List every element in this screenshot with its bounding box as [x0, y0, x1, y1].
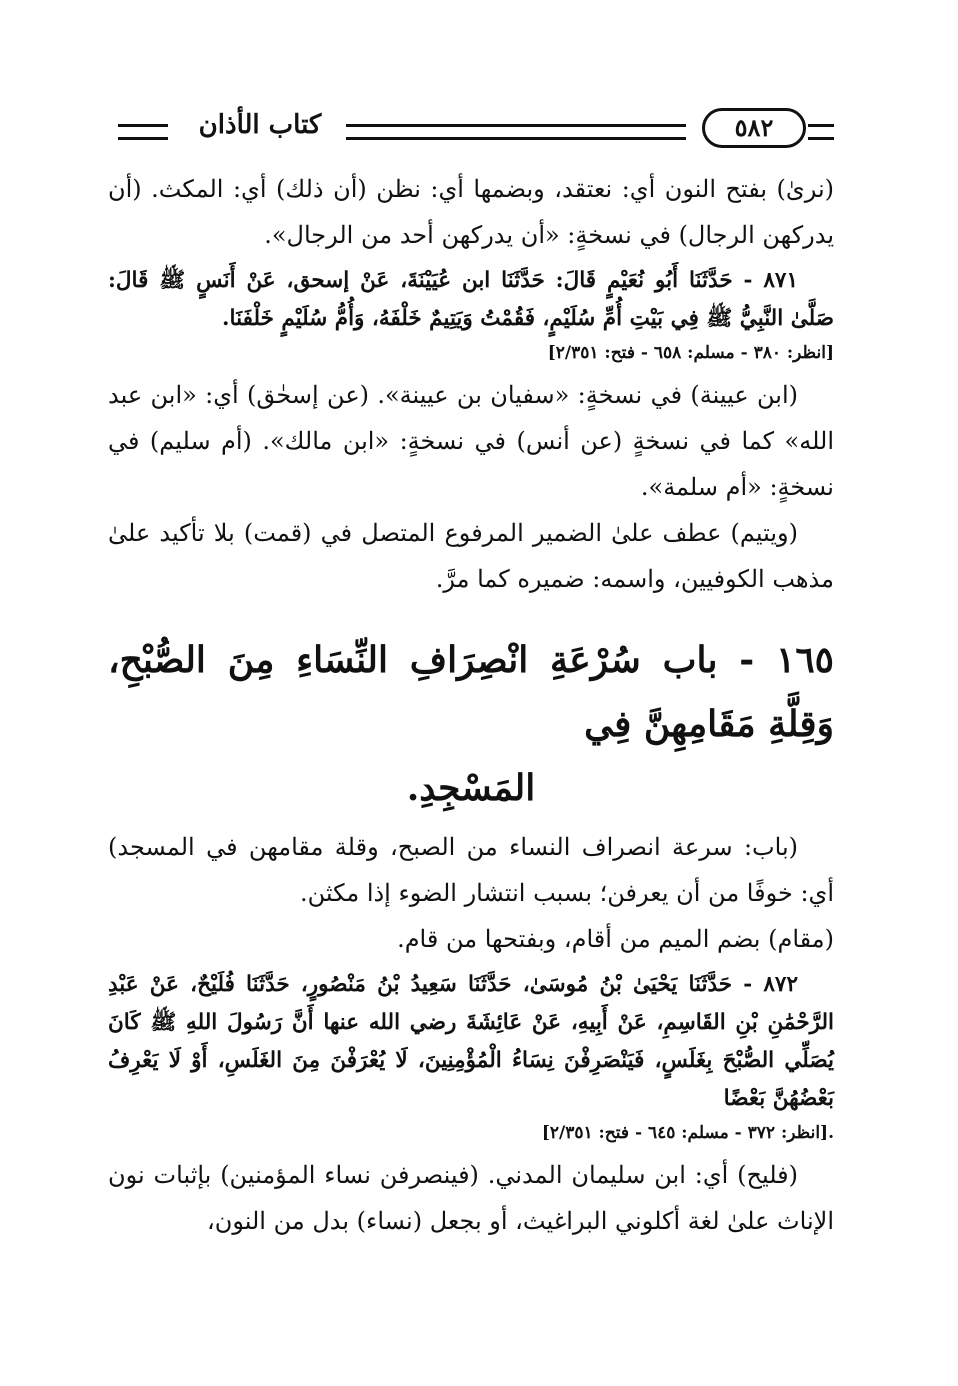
commentary-paragraph: (مقام) بضم الميم من أقام، وبفتحها من قام. [397, 925, 834, 953]
page-header [108, 104, 834, 160]
header-rule [118, 124, 168, 140]
hadith-872-text: ٨٧٢ - حَدَّثَنَا يَحْيَىٰ بْنُ مُوسَىٰ، حَدَّثَنَا سَعِيدُ بْنُ مَنْصُورٍ، حَدَّثَنَا فُلَيْحٌ، عَنْ عَبْدِ الرَّحْمَٰنِ بْنِ القَاسِمِ، عَنْ أَبِيهِ، عَنْ عَائِشَةَ رضي الله عنها أَنَّ رَسُولَ اللهِ ﷺ كَانَ يُصَلِّي الصُّبْحَ بِغَلَسٍ، فَيَنْصَرِفْنَ نِسَاءُ الْمُؤْمِنِينَ، لَا يُعْرَفْنَ مِنَ الغَلَسِ، أَوْ لَا يَعْرِفُ بَعْضُهُنَّ بَعْضًا [108, 972, 834, 1111]
hadith-871-text: ٨٧١ - حَدَّثَنَا أَبُو نُعَيْمٍ قَالَ: حَدَّثَنَا ابن عُيَيْنَةَ، عَنْ إسحق، عَنْ أَنَسٍ ﷺ قَالَ: صَلَّىٰ النَّبِيُّ ﷺ فِي بَيْتِ أُمِّ سُلَيْمٍ، فَقُمْتُ وَيَتِيمٌ خَلْفَهُ، وَأُمُّ سُلَيْمٍ خَلْفَنَا. [108, 268, 834, 331]
hadith-872-reference: .[انظر: ٣٧٢ - مسلم: ٦٤٥ - فتح: ٢/٣٥١] [541, 1123, 834, 1143]
commentary-paragraph: (نرىٰ) بفتح النون أي: نعتقد، وبضمها أي: نظن (أن ذلك) أي: المكث. (أن يدركهن الرجال) في نسخةٍ: «أن يدركهن أحد من الرجال». [108, 175, 834, 249]
hadith-871-reference: [انظر: ٣٨٠ - مسلم: ٦٥٨ - فتح: ٢/٣٥١] [547, 343, 834, 363]
commentary-paragraph: (ويتيم) عطف علىٰ الضمير المرفوع المتصل في (قمت) بلا تأكيد علىٰ مذهب الكوفيين، واسمه: ضميره كما مرَّ. [108, 519, 834, 593]
header-rule [346, 124, 686, 140]
book-page [108, 104, 834, 1244]
commentary-paragraph: (باب: سرعة انصراف النساء من الصبح، وقلة مقامهن في المسجد) أي: خوفًا من أن يعرفن؛ بسبب انتشار الضوء إذا مكثن. [108, 833, 834, 907]
running-title: كتاب الأذان [198, 110, 322, 140]
header-rule [808, 124, 834, 140]
page-number: ٥٨٢ [702, 108, 806, 148]
commentary-paragraph: (ابن عيينة) في نسخةٍ: «سفيان بن عيينة». (عن إسحٰق) أي: «ابن عبد الله» كما في نسخةٍ (عن أنس) في نسخةٍ: «ابن مالك». (أم سليم) في نسخةٍ: «أم سلمة». [108, 381, 834, 501]
commentary-paragraph: (فليح) أي: ابن سليمان المدني. (فينصرفن نساء المؤمنين) بإثبات نون الإناث علىٰ لغة أكلوني البراغيث، أو بجعل (نساء) بدل من النون، [108, 1161, 834, 1235]
chapter-heading: ١٦٥ - باب سُرْعَةِ انْصِرَافِ النِّسَاءِ مِنَ الصُّبْحِ، وَقِلَّةِ مَقَامِهِنَّ فِي [108, 639, 834, 745]
chapter-heading-continuation: المَسْجِدِ. [406, 767, 536, 809]
